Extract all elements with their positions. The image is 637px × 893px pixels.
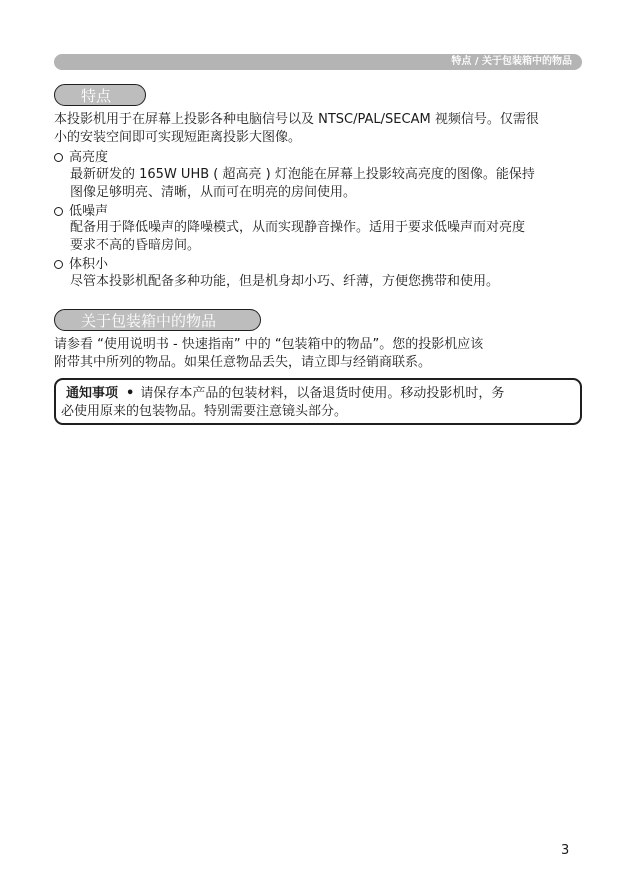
features-section-title: 特点 — [54, 84, 146, 106]
features-intro-line-1: 本投影机用于在屏幕上投影各种电脑信号以及 NTSC/PAL/SECAM 视频信号。仅需很 — [54, 112, 539, 127]
feature-item-title: 低噪声 — [69, 204, 109, 219]
feature-item-text: 配备用于降低噪声的降噪模式，从而实现静音操作。适用于要求低噪声而对亮度 — [70, 220, 526, 235]
box-contents-line-1: 请参看 “使用说明书 - 快速指南” 中的 “包装箱中的物品”。您的投影机应该 — [54, 337, 484, 352]
feature-item-text: 要求不高的昏暗房间。 — [70, 238, 201, 253]
notice-bullet: • — [126, 386, 135, 401]
feature-item-compact — [54, 256, 108, 274]
page-number: 3 — [561, 843, 570, 858]
circle-bullet-icon — [54, 153, 63, 162]
features-intro-line-2: 小的安装空间即可实现短距离投影大图像。 — [54, 130, 302, 145]
feature-item-text: 最新研发的 165W UHB ( 超高亮 ) 灯泡能在屏幕上投影较高亮度的图像。能保持 — [70, 167, 535, 182]
header-breadcrumb: 特点 / 关于包装箱中的物品 — [451, 56, 572, 67]
circle-bullet-icon — [54, 207, 63, 216]
notice-line-1 — [66, 385, 504, 403]
feature-item-title: 体积小 — [69, 257, 109, 272]
box-contents-section-title: 关于包装箱中的物品 — [54, 309, 261, 331]
circle-bullet-icon — [54, 260, 63, 269]
box-contents-line-2: 附带其中所列的物品。如果任意物品丢失，请立即与经销商联系。 — [54, 355, 432, 370]
feature-item-brightness — [54, 149, 108, 167]
notice-title: 通知事项 — [66, 386, 119, 401]
notice-text: 请保存本产品的包装材料，以备退货时使用。移动投影机时，务 — [140, 386, 505, 401]
feature-item-text: 图像足够明亮、清晰，从而可在明亮的房间使用。 — [70, 185, 357, 200]
feature-item-text: 尽管本投影机配备多种功能，但是机身却小巧、纤薄，方便您携带和使用。 — [70, 274, 500, 289]
notice-line-2: 必使用原来的包装物品。特别需要注意镜头部分。 — [61, 404, 348, 419]
feature-item-title: 高亮度 — [69, 150, 109, 165]
header-bar — [54, 54, 582, 70]
